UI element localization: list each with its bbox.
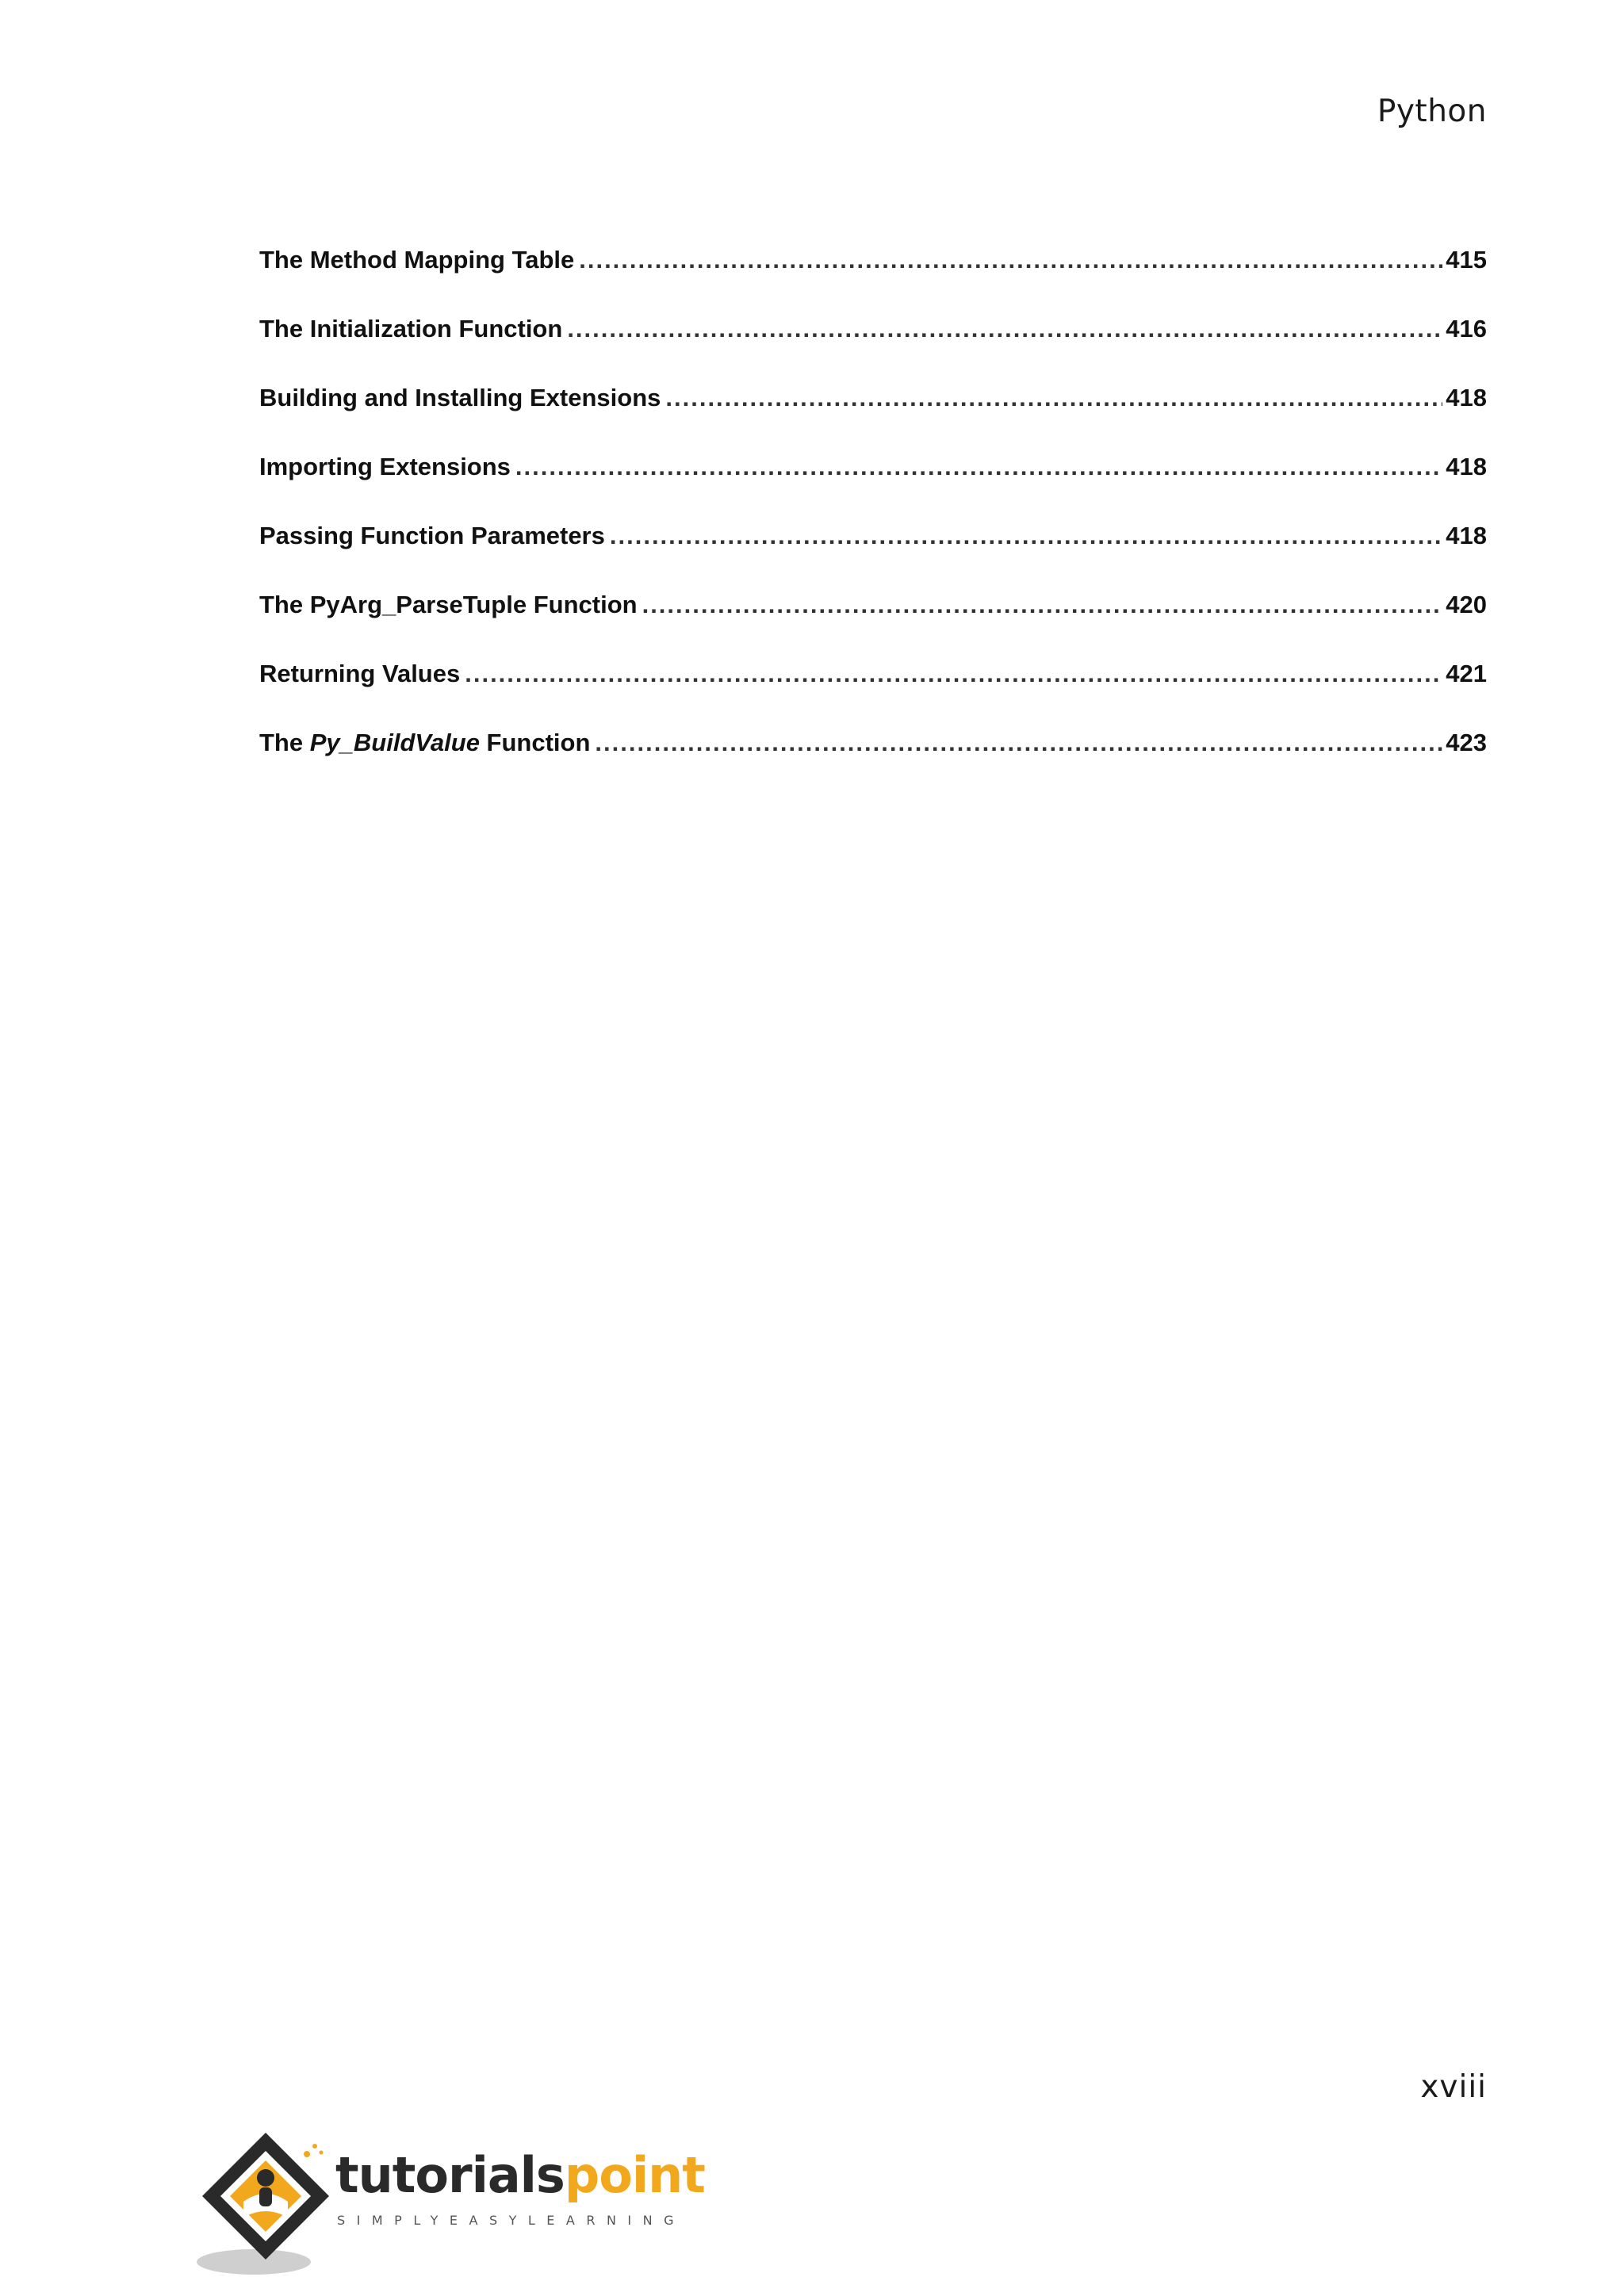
toc-entry-page: 423 xyxy=(1446,729,1487,756)
toc-dot-leader xyxy=(642,591,1443,619)
toc-dot-leader xyxy=(465,660,1442,688)
toc-dot-leader xyxy=(515,453,1442,481)
table-of-contents xyxy=(259,246,1487,798)
toc-entry-title: Passing Function Parameters xyxy=(259,522,605,549)
toc-entry[interactable] xyxy=(259,729,1487,798)
toc-entry[interactable] xyxy=(259,246,1487,315)
toc-entry[interactable] xyxy=(259,315,1487,384)
toc-dot-leader xyxy=(567,315,1442,343)
toc-entry-page: 416 xyxy=(1446,315,1487,342)
toc-entry-title: The Method Mapping Table xyxy=(259,246,575,274)
toc-dot-leader xyxy=(595,729,1442,757)
toc-entry-title: The Initialization Function xyxy=(259,315,563,342)
toc-entry[interactable] xyxy=(259,660,1487,729)
toc-entry-title: Building and Installing Extensions xyxy=(259,384,661,411)
reader-diamond-icon xyxy=(194,2129,337,2279)
toc-entry-title: Importing Extensions xyxy=(259,453,511,480)
toc-entry-page: 418 xyxy=(1446,384,1487,411)
toc-entry[interactable] xyxy=(259,591,1487,660)
toc-entry-title: Returning Values xyxy=(259,660,461,687)
toc-entry-page: 418 xyxy=(1446,522,1487,549)
toc-title-italic: Py_BuildValue xyxy=(309,729,480,756)
logo-name-part2: point xyxy=(564,2146,705,2204)
toc-entry-title: The PyArg_ParseTuple Function xyxy=(259,591,638,618)
toc-title-prefix: The xyxy=(259,729,310,756)
page-number: xviii xyxy=(1420,2069,1487,2105)
toc-entry-page: 418 xyxy=(1446,453,1487,480)
logo-wordmark xyxy=(335,2146,705,2204)
toc-entry-page: 420 xyxy=(1446,591,1487,618)
toc-dot-leader xyxy=(665,384,1442,412)
toc-dot-leader xyxy=(610,522,1442,550)
logo-tagline: SIMPLYEASYLEARNING xyxy=(337,2213,686,2228)
toc-entry-page: 421 xyxy=(1446,660,1487,687)
toc-entry-page: 415 xyxy=(1446,246,1487,274)
logo-name-part1: tutorials xyxy=(335,2146,565,2204)
toc-entry[interactable] xyxy=(259,522,1487,591)
toc-title-suffix: Function xyxy=(479,729,591,756)
page-header-title: Python xyxy=(1377,94,1487,129)
toc-dot-leader xyxy=(579,246,1442,274)
toc-entry-title xyxy=(259,729,590,757)
toc-entry[interactable] xyxy=(259,453,1487,522)
toc-entry[interactable] xyxy=(259,384,1487,453)
tutorialspoint-logo xyxy=(194,2129,705,2279)
